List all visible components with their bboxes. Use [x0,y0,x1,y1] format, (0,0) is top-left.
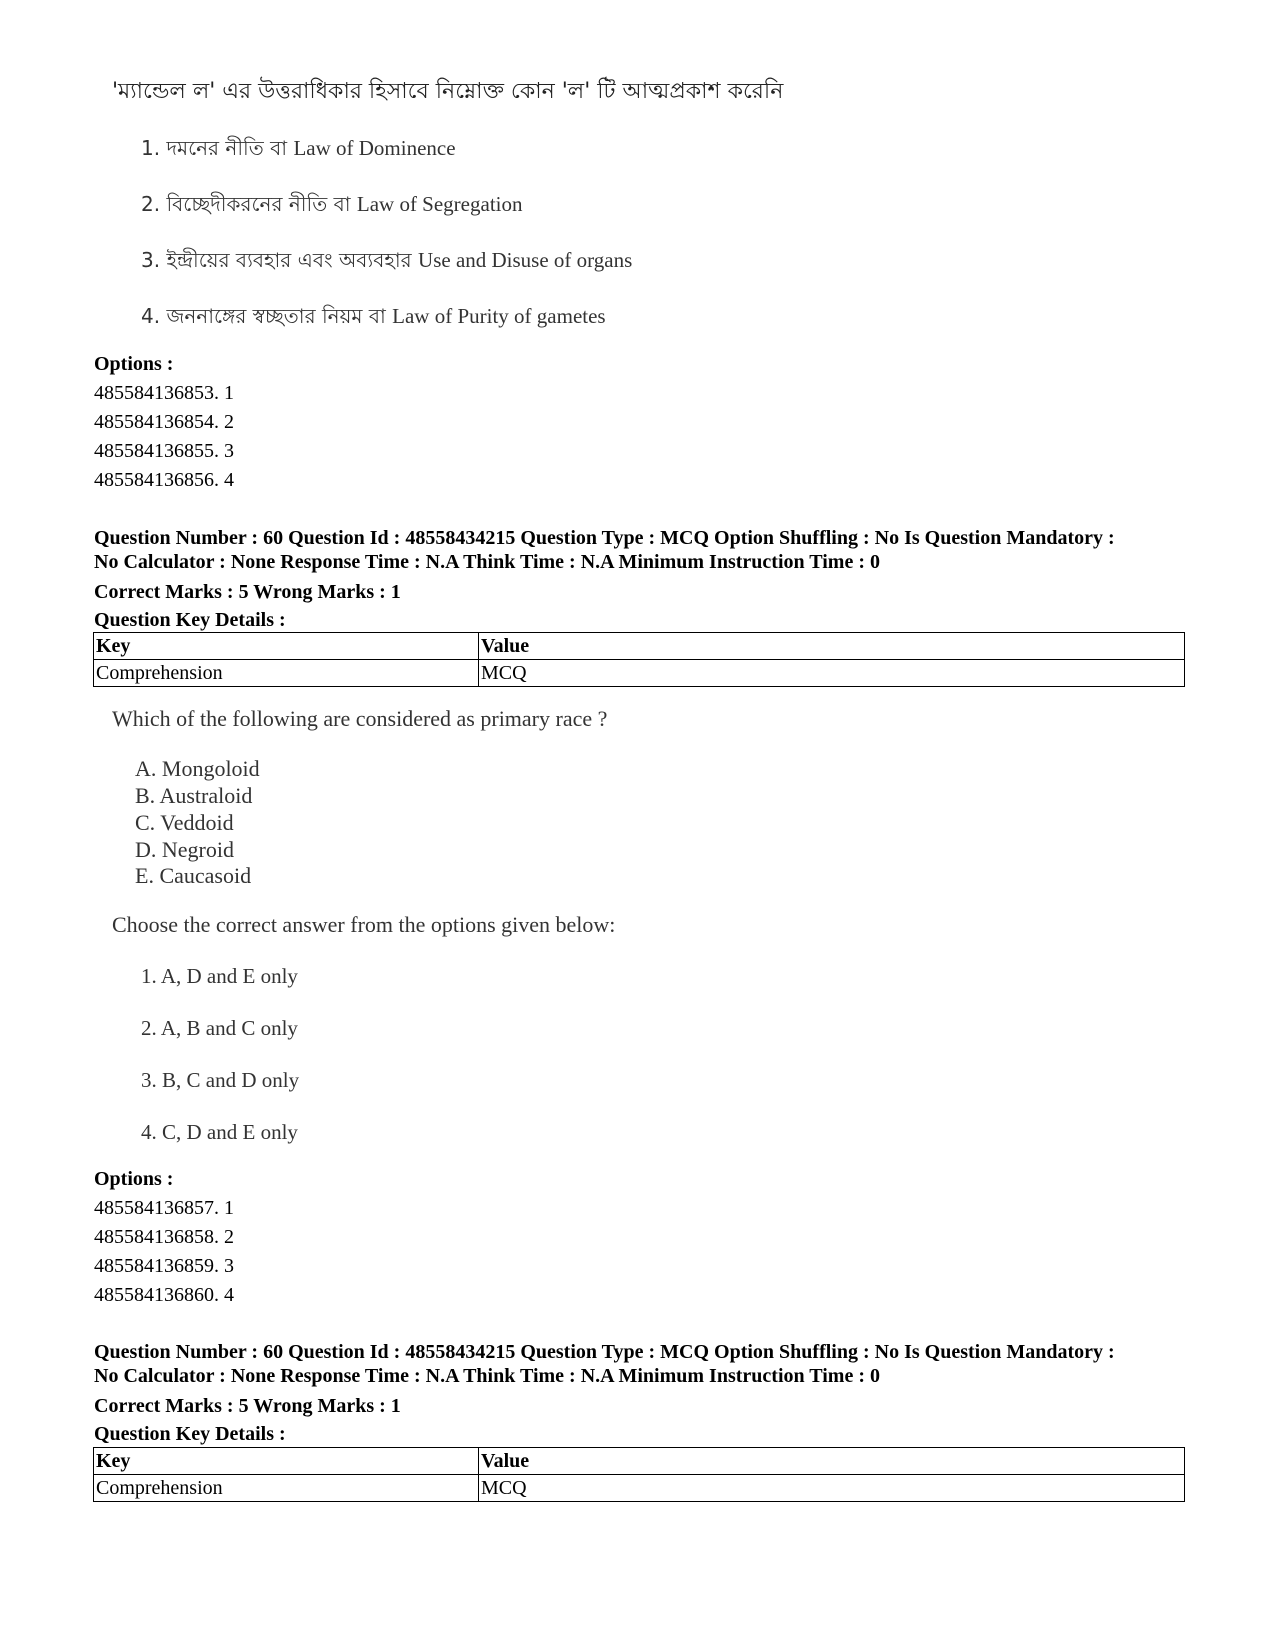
answer-choice: 4. C, D and E only [141,1120,298,1144]
table-header-row [94,1448,1185,1475]
item-text-en: Law of Dominence [293,136,456,160]
option-item: 485584136854. 2 [94,411,234,433]
table-cell-value: MCQ [479,660,1185,687]
table-cell-key: Comprehension [94,1475,479,1502]
table-header-key: Key [94,1448,479,1475]
option-item: 485584136857. 1 [94,1197,234,1219]
choice-letter: B. Australoid [135,783,253,808]
table-header-key: Key [94,633,479,660]
meta-line-2: No Calculator : None Response Time : N.A Think Time : N.A Minimum Instruction Time : 0 [94,1365,880,1387]
meta-line-1: Question Number : 60 Question Id : 48558434215 Question Type : MCQ Option Shuffling : No Is Question Mandatory : [94,527,1115,549]
option-item: 485584136855. 3 [94,440,234,462]
option-item: 485584136859. 3 [94,1255,234,1277]
item-text-en: Law of Segregation [356,192,523,216]
options-title: Options : [94,353,174,375]
item-text-bn: বিচ্ছেদীকরনের নীতি বা [166,192,351,216]
option-item: 485584136858. 2 [94,1226,234,1248]
table-row [94,1475,1185,1502]
question-meta [94,526,1115,634]
meta-line-1: Question Number : 60 Question Id : 48558434215 Question Type : MCQ Option Shuffling : No Is Question Mandatory : [94,1341,1115,1363]
choice-letter: C. Veddoid [135,810,234,835]
meta-line-2: No Calculator : None Response Time : N.A Think Time : N.A Minimum Instruction Time : 0 [94,551,880,573]
key-details-title: Question Key Details : [94,609,286,631]
choice-letter: E. Caucasoid [135,863,252,888]
question-item [141,302,606,335]
item-number: 3. [141,248,161,272]
table-cell-value: MCQ [479,1475,1185,1502]
question-item [141,134,456,167]
item-text-bn: দমনের নীতি বা [166,136,288,160]
question-lead: 'ম্যান্ডেল ল' এর উত্তরাধিকার হিসাবে নিম্নোক্ত কোন 'ল' টি আত্মপ্রকাশ করেনি [112,79,784,104]
item-text-bn: ইন্দ্রীয়ের ব্যবহার এবং অব্যবহার [166,248,412,272]
key-details-table [93,1447,1185,1502]
item-text-en: Use and Disuse of organs [418,248,633,272]
options-title: Options : [94,1168,174,1190]
key-details-title: Question Key Details : [94,1423,286,1445]
item-text-en: Law of Purity of gametes [392,304,606,328]
options-list [94,1165,234,1310]
option-item: 485584136856. 4 [94,469,234,491]
key-details-table [93,632,1185,687]
answer-choice: 2. A, B and C only [141,1016,298,1040]
option-item: 485584136853. 1 [94,382,234,404]
answer-choice: 1. A, D and E only [141,964,298,988]
question-meta [94,1340,1115,1448]
choose-instruction: Choose the correct answer from the options given below: [112,912,616,937]
question-item [141,246,632,279]
item-number: 2. [141,192,161,216]
options-list [94,350,234,495]
table-header-row [94,633,1185,660]
marks-line: Correct Marks : 5 Wrong Marks : 1 [94,1395,401,1417]
table-header-value: Value [479,633,1185,660]
item-number: 1. [141,136,161,160]
choice-letter: A. Mongoloid [135,756,260,781]
question-lead: Which of the following are considered as primary race ? [112,706,608,731]
question-item [141,190,523,223]
marks-line: Correct Marks : 5 Wrong Marks : 1 [94,581,401,603]
table-row [94,660,1185,687]
table-header-value: Value [479,1448,1185,1475]
table-cell-key: Comprehension [94,660,479,687]
option-item: 485584136860. 4 [94,1284,234,1306]
choice-letter: D. Negroid [135,837,234,862]
answer-choice: 3. B, C and D only [141,1068,300,1092]
item-number: 4. [141,304,161,328]
item-text-bn: জননাঙ্গের স্বচ্ছতার নিয়ম বা [166,304,386,328]
